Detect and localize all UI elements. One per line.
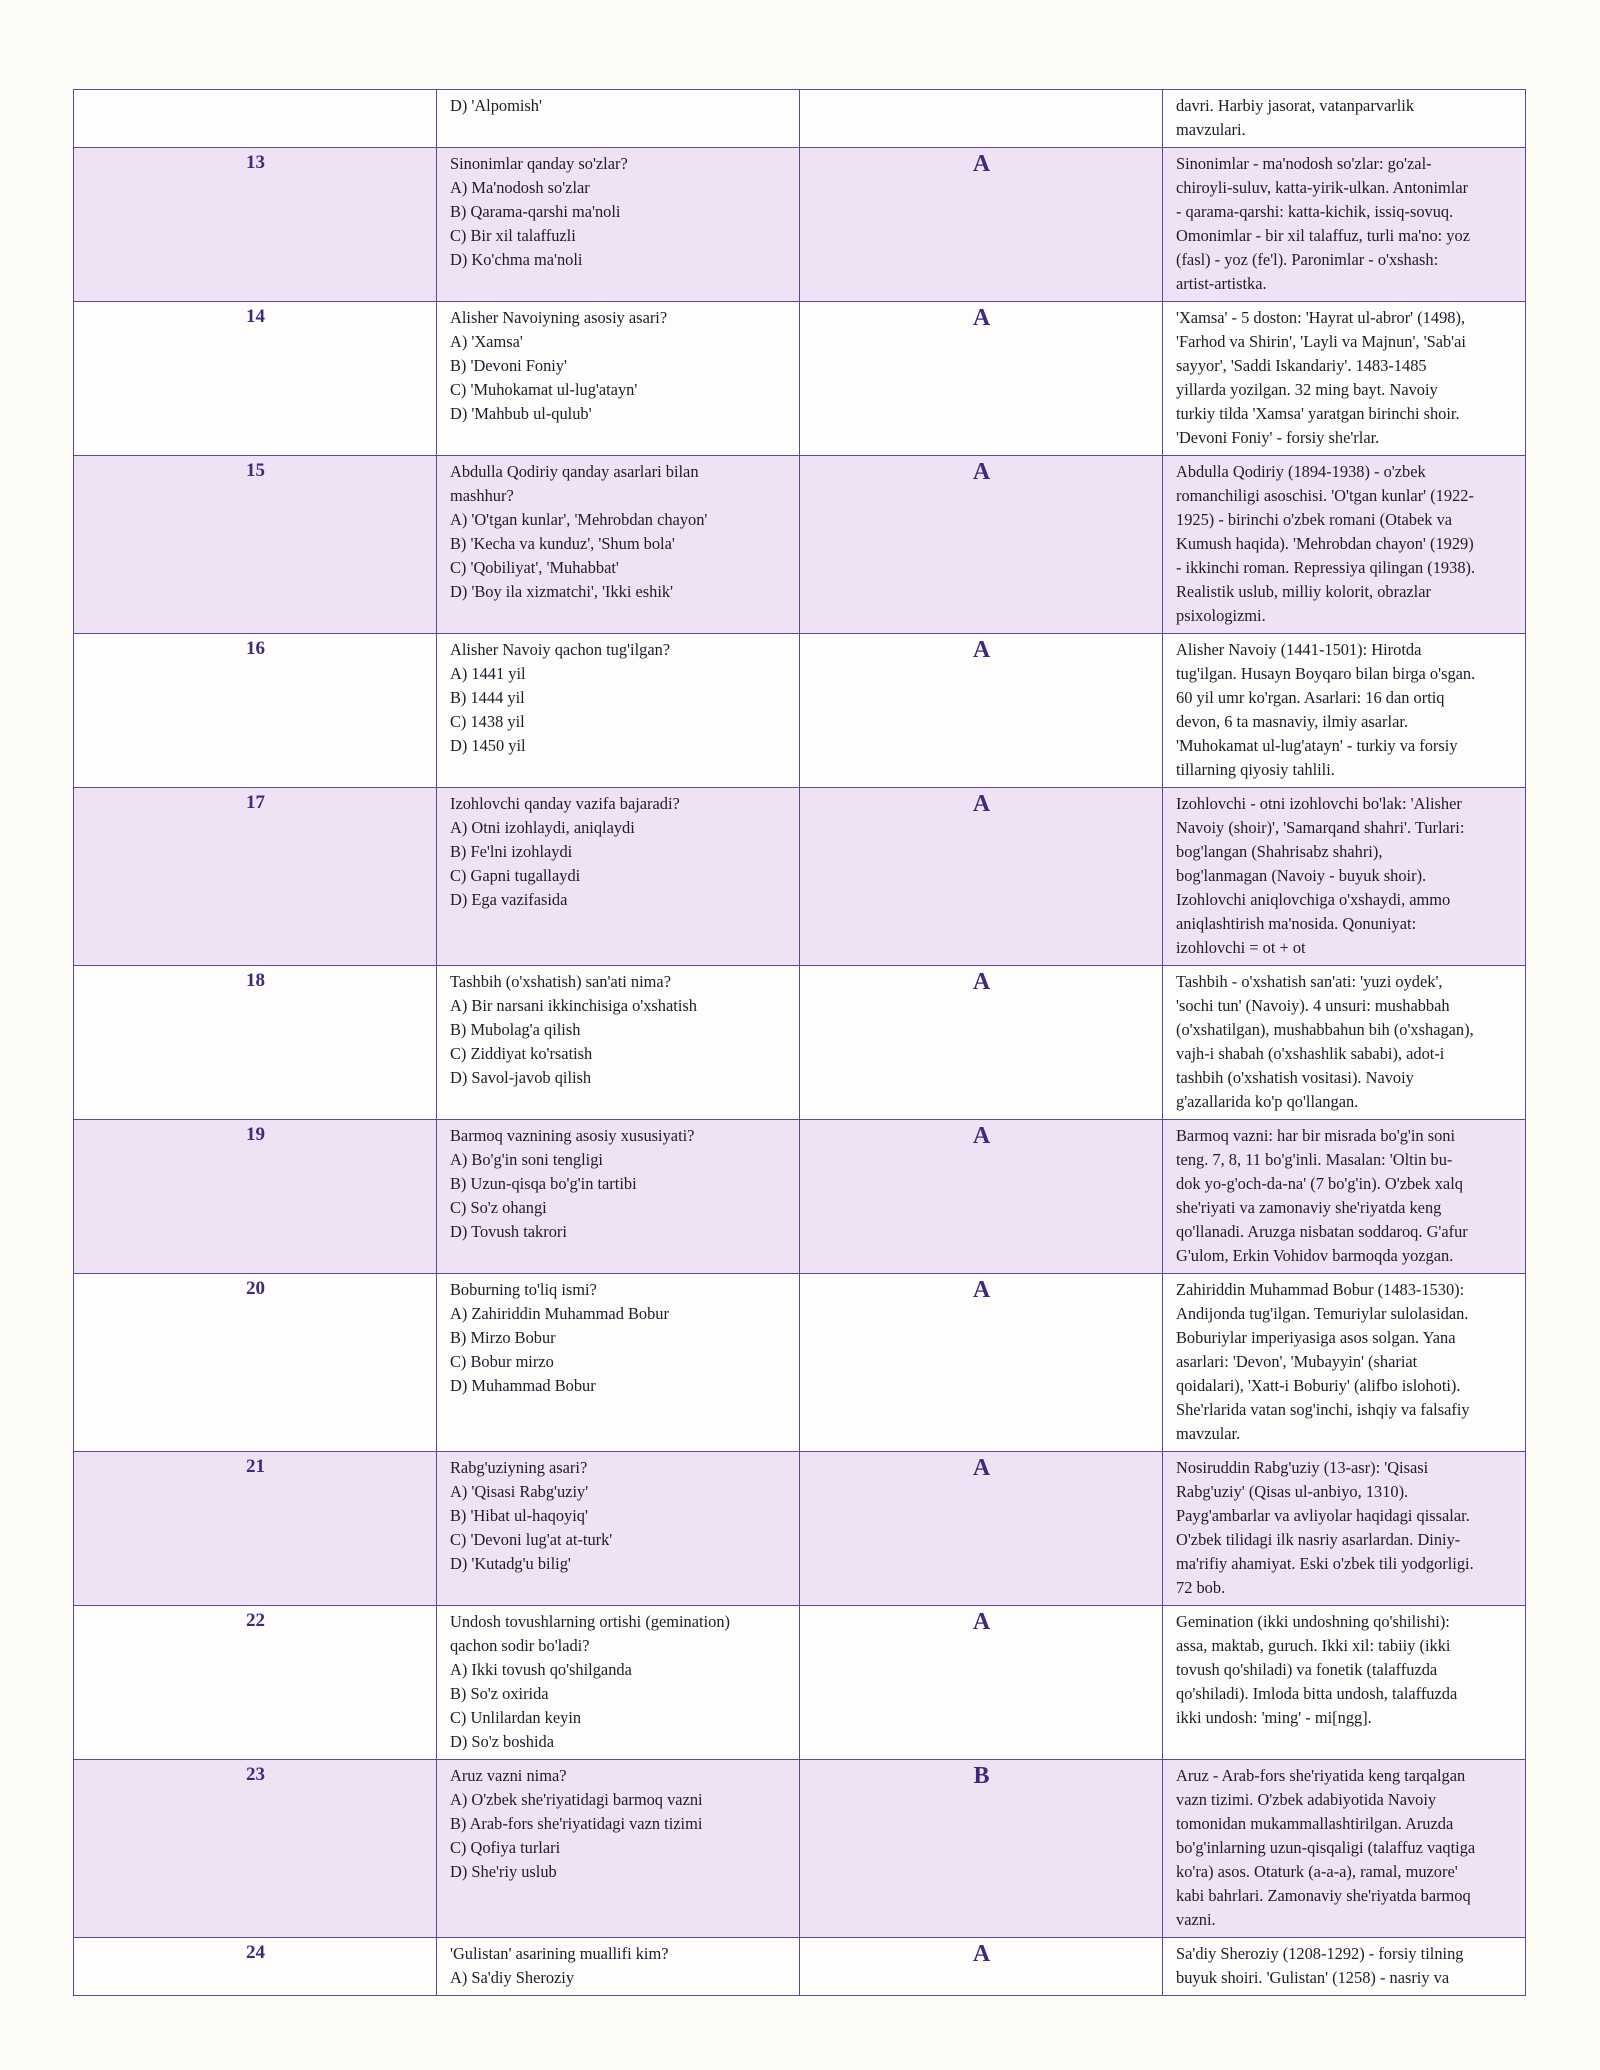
table-row xyxy=(74,1452,1526,1606)
explanation-line: Navoiy (shoir)', 'Samarqand shahri'. Turlari: xyxy=(1176,818,1465,837)
explanation-line: 'Devoni Foniy' - forsiy she'rlar. xyxy=(1176,428,1380,447)
explanation-line: Sinonimlar - ma'nodosh so'zlar: go'zal- xyxy=(1176,154,1432,173)
table-row xyxy=(74,1938,1526,1996)
question-cell xyxy=(437,1452,800,1606)
explanation-line: buyuk shoiri. 'Gulistan' (1258) - nasriy va xyxy=(1176,1968,1450,1987)
question-line: A) Zahiriddin Muhammad Bobur xyxy=(450,1304,669,1323)
question-text: Izohlovchi qanday vazifa bajaradi? xyxy=(450,794,680,813)
explanation-line: qo'llanadi. Aruzga nisbatan soddaroq. G'afur xyxy=(1176,1222,1468,1241)
question-line: B) Mirzo Bobur xyxy=(450,1328,556,1347)
explanation-line: chiroyli-suluv, katta-yirik-ulkan. Antonimlar xyxy=(1176,178,1469,197)
question-cell xyxy=(437,634,800,788)
question-text: Boburning to'liq ismi? xyxy=(450,1280,597,1299)
explanation-line: Boburiylar imperiyasiga asos solgan. Yana xyxy=(1176,1328,1456,1347)
question-text: Abdulla Qodiriy qanday asarlari bilan xyxy=(450,462,699,481)
explanation-line: 'Farhod va Shirin', 'Layli va Majnun', 'Sab'ai xyxy=(1176,332,1466,351)
question-cell xyxy=(437,966,800,1120)
explanation-line: - ikkinchi roman. Repressiya qilingan (1938). xyxy=(1176,558,1476,577)
table-row xyxy=(74,788,1526,966)
explanation-line: izohlovchi = ot + ot xyxy=(1176,938,1306,957)
quiz-table-body xyxy=(74,90,1526,1996)
table-row xyxy=(74,90,1526,148)
correct-answer: A xyxy=(800,456,1163,634)
explanation-line: (fasl) - yoz (fe'l). Paronimlar - o'xshash: xyxy=(1176,250,1439,269)
explanation-line: She'rlarida vatan sog'inchi, ishqiy va falsafiy xyxy=(1176,1400,1470,1419)
explanation-cell xyxy=(1163,1606,1526,1760)
explanation-cell xyxy=(1163,1938,1526,1996)
question-line: B) Arab-fors she'riyatidagi vazn tizimi xyxy=(450,1814,703,1833)
question-line: A) 1441 yil xyxy=(450,664,526,683)
explanation-line: yillarda yozilgan. 32 ming bayt. Navoiy xyxy=(1176,380,1438,399)
question-line: D) 1450 yil xyxy=(450,736,526,755)
question-line: C) Gapni tugallaydi xyxy=(450,866,581,885)
explanation-line: (o'xshatilgan), mushabbahun bih (o'xshagan), xyxy=(1176,1020,1474,1039)
correct-answer: A xyxy=(800,1938,1163,1996)
table-row xyxy=(74,1760,1526,1938)
explanation-line: tillarning qiyosiy tahlili. xyxy=(1176,760,1335,779)
explanation-line: she'riyati va zamonaviy she'riyatda keng xyxy=(1176,1198,1442,1217)
explanation-line: assa, maktab, guruch. Ikki xil: tabiiy (ikki xyxy=(1176,1636,1451,1655)
explanation-line: Izohlovchi aniqlovchiga o'xshaydi, ammo xyxy=(1176,890,1451,909)
explanation-line: bo'g'inlarning uzun-qisqaligi (talaffuz vaqtiga xyxy=(1176,1838,1476,1857)
question-number: 14 xyxy=(74,302,437,456)
question-cell xyxy=(437,1120,800,1274)
explanation-line: 72 bob. xyxy=(1176,1578,1226,1597)
explanation-line: sayyor', 'Saddi Iskandariy'. 1483-1485 xyxy=(1176,356,1427,375)
table-row xyxy=(74,1274,1526,1452)
question-cell xyxy=(437,1274,800,1452)
question-line: A) Sa'diy Sheroziy xyxy=(450,1968,575,1987)
explanation-line: artist-artistka. xyxy=(1176,274,1267,293)
table-row xyxy=(74,1606,1526,1760)
explanation-line: Kumush haqida). 'Mehrobdan chayon' (1929) xyxy=(1176,534,1474,553)
question-cell xyxy=(437,456,800,634)
question-text: Sinonimlar qanday so'zlar? xyxy=(450,154,628,173)
explanation-line: kabi bahrlari. Zamonaviy she'riyatda barmoq xyxy=(1176,1886,1471,1905)
question-number: 15 xyxy=(74,456,437,634)
explanation-line: Andijonda tug'ilgan. Temuriylar sulolasidan. xyxy=(1176,1304,1469,1323)
explanation-cell xyxy=(1163,966,1526,1120)
explanation-line: g'azallarida ko'p qo'llangan. xyxy=(1176,1092,1359,1111)
explanation-line: dok yo-g'och-da-na' (7 bo'g'in). O'zbek xalq xyxy=(1176,1174,1463,1193)
question-number: 24 xyxy=(74,1938,437,1996)
explanation-cell xyxy=(1163,90,1526,148)
question-cell xyxy=(437,1606,800,1760)
explanation-line: Zahiriddin Muhammad Bobur (1483-1530): xyxy=(1176,1280,1465,1299)
question-line: A) Ikki tovush qo'shilganda xyxy=(450,1660,632,1679)
explanation-line: vazn tizimi. O'zbek adabiyotida Navoiy xyxy=(1176,1790,1437,1809)
question-number: 23 xyxy=(74,1760,437,1938)
explanation-line: Sa'diy Sheroziy (1208-1292) - forsiy tilning xyxy=(1176,1944,1464,1963)
question-line: D) 'Mahbub ul-qulub' xyxy=(450,404,592,423)
question-number: 16 xyxy=(74,634,437,788)
explanation-line: 60 yil umr ko'rgan. Asarlari: 16 dan ortiq xyxy=(1176,688,1445,707)
correct-answer: A xyxy=(800,1274,1163,1452)
explanation-line: psixologizmi. xyxy=(1176,606,1266,625)
question-line: C) Unlilardan keyin xyxy=(450,1708,582,1727)
question-line: A) O'zbek she'riyatidagi barmoq vazni xyxy=(450,1790,703,1809)
explanation-cell xyxy=(1163,634,1526,788)
question-text: Alisher Navoiyning asosiy asari? xyxy=(450,308,668,327)
question-line: A) Ma'nodosh so'zlar xyxy=(450,178,590,197)
question-number: 22 xyxy=(74,1606,437,1760)
explanation-line: romanchiligi asoschisi. 'O'tgan kunlar' (1922- xyxy=(1176,486,1474,505)
explanation-line: bog'lanmagan (Navoiy - buyuk shoir). xyxy=(1176,866,1427,885)
question-text: 'Gulistan' asarining muallifi kim? xyxy=(450,1944,669,1963)
explanation-line: G'ulom, Erkin Vohidov barmoqda yozgan. xyxy=(1176,1246,1454,1265)
question-line: C) 'Muhokamat ul-lug'atayn' xyxy=(450,380,638,399)
correct-answer: A xyxy=(800,1606,1163,1760)
explanation-line: Rabg'uziy' (Qisas ul-anbiyo, 1310). xyxy=(1176,1482,1409,1501)
question-number: 13 xyxy=(74,148,437,302)
question-line: B) 'Devoni Foniy' xyxy=(450,356,567,375)
table-row xyxy=(74,966,1526,1120)
explanation-line: devon, 6 ta masnaviy, ilmiy asarlar. xyxy=(1176,712,1408,731)
explanation-line: O'zbek tilidagi ilk nasriy asarlardan. Diniy- xyxy=(1176,1530,1461,1549)
explanation-line: teng. 7, 8, 11 bo'g'inli. Masalan: 'Oltin bu- xyxy=(1176,1150,1453,1169)
question-number: 19 xyxy=(74,1120,437,1274)
question-line: B) Qarama-qarshi ma'noli xyxy=(450,202,621,221)
question-line: qachon sodir bo'ladi? xyxy=(450,1636,590,1655)
correct-answer: B xyxy=(800,1760,1163,1938)
explanation-line: mavzulari. xyxy=(1176,120,1246,139)
explanation-line: qo'shiladi). Imloda bitta undosh, talaffuzda xyxy=(1176,1684,1458,1703)
explanation-line: vazni. xyxy=(1176,1910,1216,1929)
explanation-line: Aruz - Arab-fors she'riyatida keng tarqalgan xyxy=(1176,1766,1466,1785)
correct-answer: A xyxy=(800,634,1163,788)
explanation-line: vajh-i shabah (o'xshashlik sababi), adot-i xyxy=(1176,1044,1445,1063)
explanation-line: Barmoq vazni: har bir misrada bo'g'in soni xyxy=(1176,1126,1456,1145)
question-line: D) Ega vazifasida xyxy=(450,890,568,909)
question-line: C) 'Qobiliyat', 'Muhabbat' xyxy=(450,558,619,577)
question-cell xyxy=(437,90,800,148)
question-line: C) Bobur mirzo xyxy=(450,1352,554,1371)
explanation-line: aniqlashtirish ma'nosida. Qonuniyat: xyxy=(1176,914,1417,933)
question-cell xyxy=(437,1938,800,1996)
question-line: C) Bir xil talaffuzli xyxy=(450,226,576,245)
explanation-line: 'Muhokamat ul-lug'atayn' - turkiy va forsiy xyxy=(1176,736,1458,755)
question-line: A) 'O'tgan kunlar', 'Mehrobdan chayon' xyxy=(450,510,708,529)
correct-answer: A xyxy=(800,966,1163,1120)
question-line: B) 'Kecha va kunduz', 'Shum bola' xyxy=(450,534,675,553)
correct-answer: A xyxy=(800,148,1163,302)
question-cell xyxy=(437,788,800,966)
explanation-cell xyxy=(1163,148,1526,302)
explanation-line: ko'ra) asos. Otaturk (a-a-a), ramal, muzore' xyxy=(1176,1862,1458,1881)
explanation-line: 'Xamsa' - 5 doston: 'Hayrat ul-abror' (1498), xyxy=(1176,308,1466,327)
question-line: C) Qofiya turlari xyxy=(450,1838,561,1857)
table-row xyxy=(74,148,1526,302)
question-line: A) 'Qisasi Rabg'uziy' xyxy=(450,1482,589,1501)
question-cell xyxy=(437,302,800,456)
question-number: 21 xyxy=(74,1452,437,1606)
explanation-line: tashbih (o'xshatish vositasi). Navoiy xyxy=(1176,1068,1414,1087)
table-row xyxy=(74,302,1526,456)
question-line: C) 'Devoni lug'at at-turk' xyxy=(450,1530,613,1549)
question-line: D) 'Kutadg'u bilig' xyxy=(450,1554,571,1573)
question-line: C) 1438 yil xyxy=(450,712,525,731)
page-sheet xyxy=(73,89,1525,1996)
question-line: B) 1444 yil xyxy=(450,688,525,707)
question-line: D) She'riy uslub xyxy=(450,1862,557,1881)
explanation-line: tomonidan mukammallashtirilgan. Aruzda xyxy=(1176,1814,1454,1833)
question-number: 18 xyxy=(74,966,437,1120)
correct-answer: A xyxy=(800,788,1163,966)
question-line: D) So'z boshida xyxy=(450,1732,555,1751)
question-line: C) So'z ohangi xyxy=(450,1198,547,1217)
explanation-line: ma'rifiy ahamiyat. Eski o'zbek tili yodgorligi. xyxy=(1176,1554,1474,1573)
question-line: B) Uzun-qisqa bo'g'in tartibi xyxy=(450,1174,637,1193)
explanation-line: Gemination (ikki undoshning qo'shilishi): xyxy=(1176,1612,1450,1631)
question-line: B) Fe'lni izohlaydi xyxy=(450,842,573,861)
question-text: Aruz vazni nima? xyxy=(450,1766,567,1785)
question-line: C) Ziddiyat ko'rsatish xyxy=(450,1044,593,1063)
question-cell xyxy=(437,148,800,302)
explanation-cell xyxy=(1163,1760,1526,1938)
question-line: A) Bir narsani ikkinchisiga o'xshatish xyxy=(450,996,697,1015)
explanation-line: ikki undosh: 'ming' - mi[ngg]. xyxy=(1176,1708,1372,1727)
explanation-line: Omonimlar - bir xil talaffuz, turli ma'no: yoz xyxy=(1176,226,1470,245)
explanation-line: Payg'ambarlar va avliyolar haqidagi qissalar. xyxy=(1176,1506,1470,1525)
question-line: D) Tovush takrori xyxy=(450,1222,567,1241)
explanation-line: Nosiruddin Rabg'uziy (13-asr): 'Qisasi xyxy=(1176,1458,1429,1477)
correct-answer xyxy=(800,90,1163,148)
explanation-line: tovush qo'shiladi) va fonetik (talaffuzda xyxy=(1176,1660,1438,1679)
explanation-cell xyxy=(1163,456,1526,634)
table-row xyxy=(74,1120,1526,1274)
explanation-line: mavzular. xyxy=(1176,1424,1241,1443)
explanation-line: 1925) - birinchi o'zbek romani (Otabek va xyxy=(1176,510,1453,529)
question-text: Barmoq vaznining asosiy xususiyati? xyxy=(450,1126,695,1145)
table-row xyxy=(74,634,1526,788)
correct-answer: A xyxy=(800,302,1163,456)
question-line: D) 'Alpomish' xyxy=(450,96,542,115)
explanation-cell xyxy=(1163,788,1526,966)
question-line: A) 'Xamsa' xyxy=(450,332,523,351)
explanation-line: qoidalari), 'Xatt-i Boburiy' (alifbo islohoti). xyxy=(1176,1376,1461,1395)
question-line: A) Bo'g'in soni tengligi xyxy=(450,1150,603,1169)
explanation-cell xyxy=(1163,1120,1526,1274)
explanation-cell xyxy=(1163,1274,1526,1452)
question-text: Undosh tovushlarning ortishi (gemination) xyxy=(450,1612,730,1631)
question-number xyxy=(74,90,437,148)
explanation-line: turkiy tilda 'Xamsa' yaratgan birinchi shoir. xyxy=(1176,404,1460,423)
explanation-line: Alisher Navoiy (1441-1501): Hirotda xyxy=(1176,640,1422,659)
explanation-line: - qarama-qarshi: katta-kichik, issiq-sovuq. xyxy=(1176,202,1454,221)
explanation-line: Realistik uslub, milliy kolorit, obrazlar xyxy=(1176,582,1431,601)
question-text: Rabg'uziyning asari? xyxy=(450,1458,588,1477)
question-line: D) Savol-javob qilish xyxy=(450,1068,592,1087)
explanation-line: tug'ilgan. Husayn Boyqaro bilan birga o'sgan. xyxy=(1176,664,1476,683)
explanation-line: bog'langan (Shahrisabz shahri), xyxy=(1176,842,1383,861)
explanation-line: Tashbih - o'xshatish san'ati: 'yuzi oydek', xyxy=(1176,972,1443,991)
question-number: 17 xyxy=(74,788,437,966)
question-text: Tashbih (o'xshatish) san'ati nima? xyxy=(450,972,671,991)
question-line: B) Mubolag'a qilish xyxy=(450,1020,581,1039)
question-line: D) 'Boy ila xizmatchi', 'Ikki eshik' xyxy=(450,582,674,601)
correct-answer: A xyxy=(800,1120,1163,1274)
explanation-line: asarlari: 'Devon', 'Mubayyin' (shariat xyxy=(1176,1352,1418,1371)
explanation-line: Izohlovchi - otni izohlovchi bo'lak: 'Alisher xyxy=(1176,794,1462,813)
explanation-line: davri. Harbiy jasorat, vatanparvarlik xyxy=(1176,96,1415,115)
quiz-table xyxy=(73,89,1526,1996)
question-line: A) Otni izohlaydi, aniqlaydi xyxy=(450,818,635,837)
table-row xyxy=(74,456,1526,634)
question-text: Alisher Navoiy qachon tug'ilgan? xyxy=(450,640,671,659)
question-line: D) Muhammad Bobur xyxy=(450,1376,596,1395)
question-cell xyxy=(437,1760,800,1938)
question-line: D) Ko'chma ma'noli xyxy=(450,250,583,269)
question-number: 20 xyxy=(74,1274,437,1452)
explanation-cell xyxy=(1163,1452,1526,1606)
explanation-cell xyxy=(1163,302,1526,456)
explanation-line: 'sochi tun' (Navoiy). 4 unsuri: mushabbah xyxy=(1176,996,1450,1015)
explanation-line: Abdulla Qodiriy (1894-1938) - o'zbek xyxy=(1176,462,1426,481)
correct-answer: A xyxy=(800,1452,1163,1606)
question-line: B) So'z oxirida xyxy=(450,1684,549,1703)
question-line: mashhur? xyxy=(450,486,514,505)
question-line: B) 'Hibat ul-haqoyiq' xyxy=(450,1506,588,1525)
